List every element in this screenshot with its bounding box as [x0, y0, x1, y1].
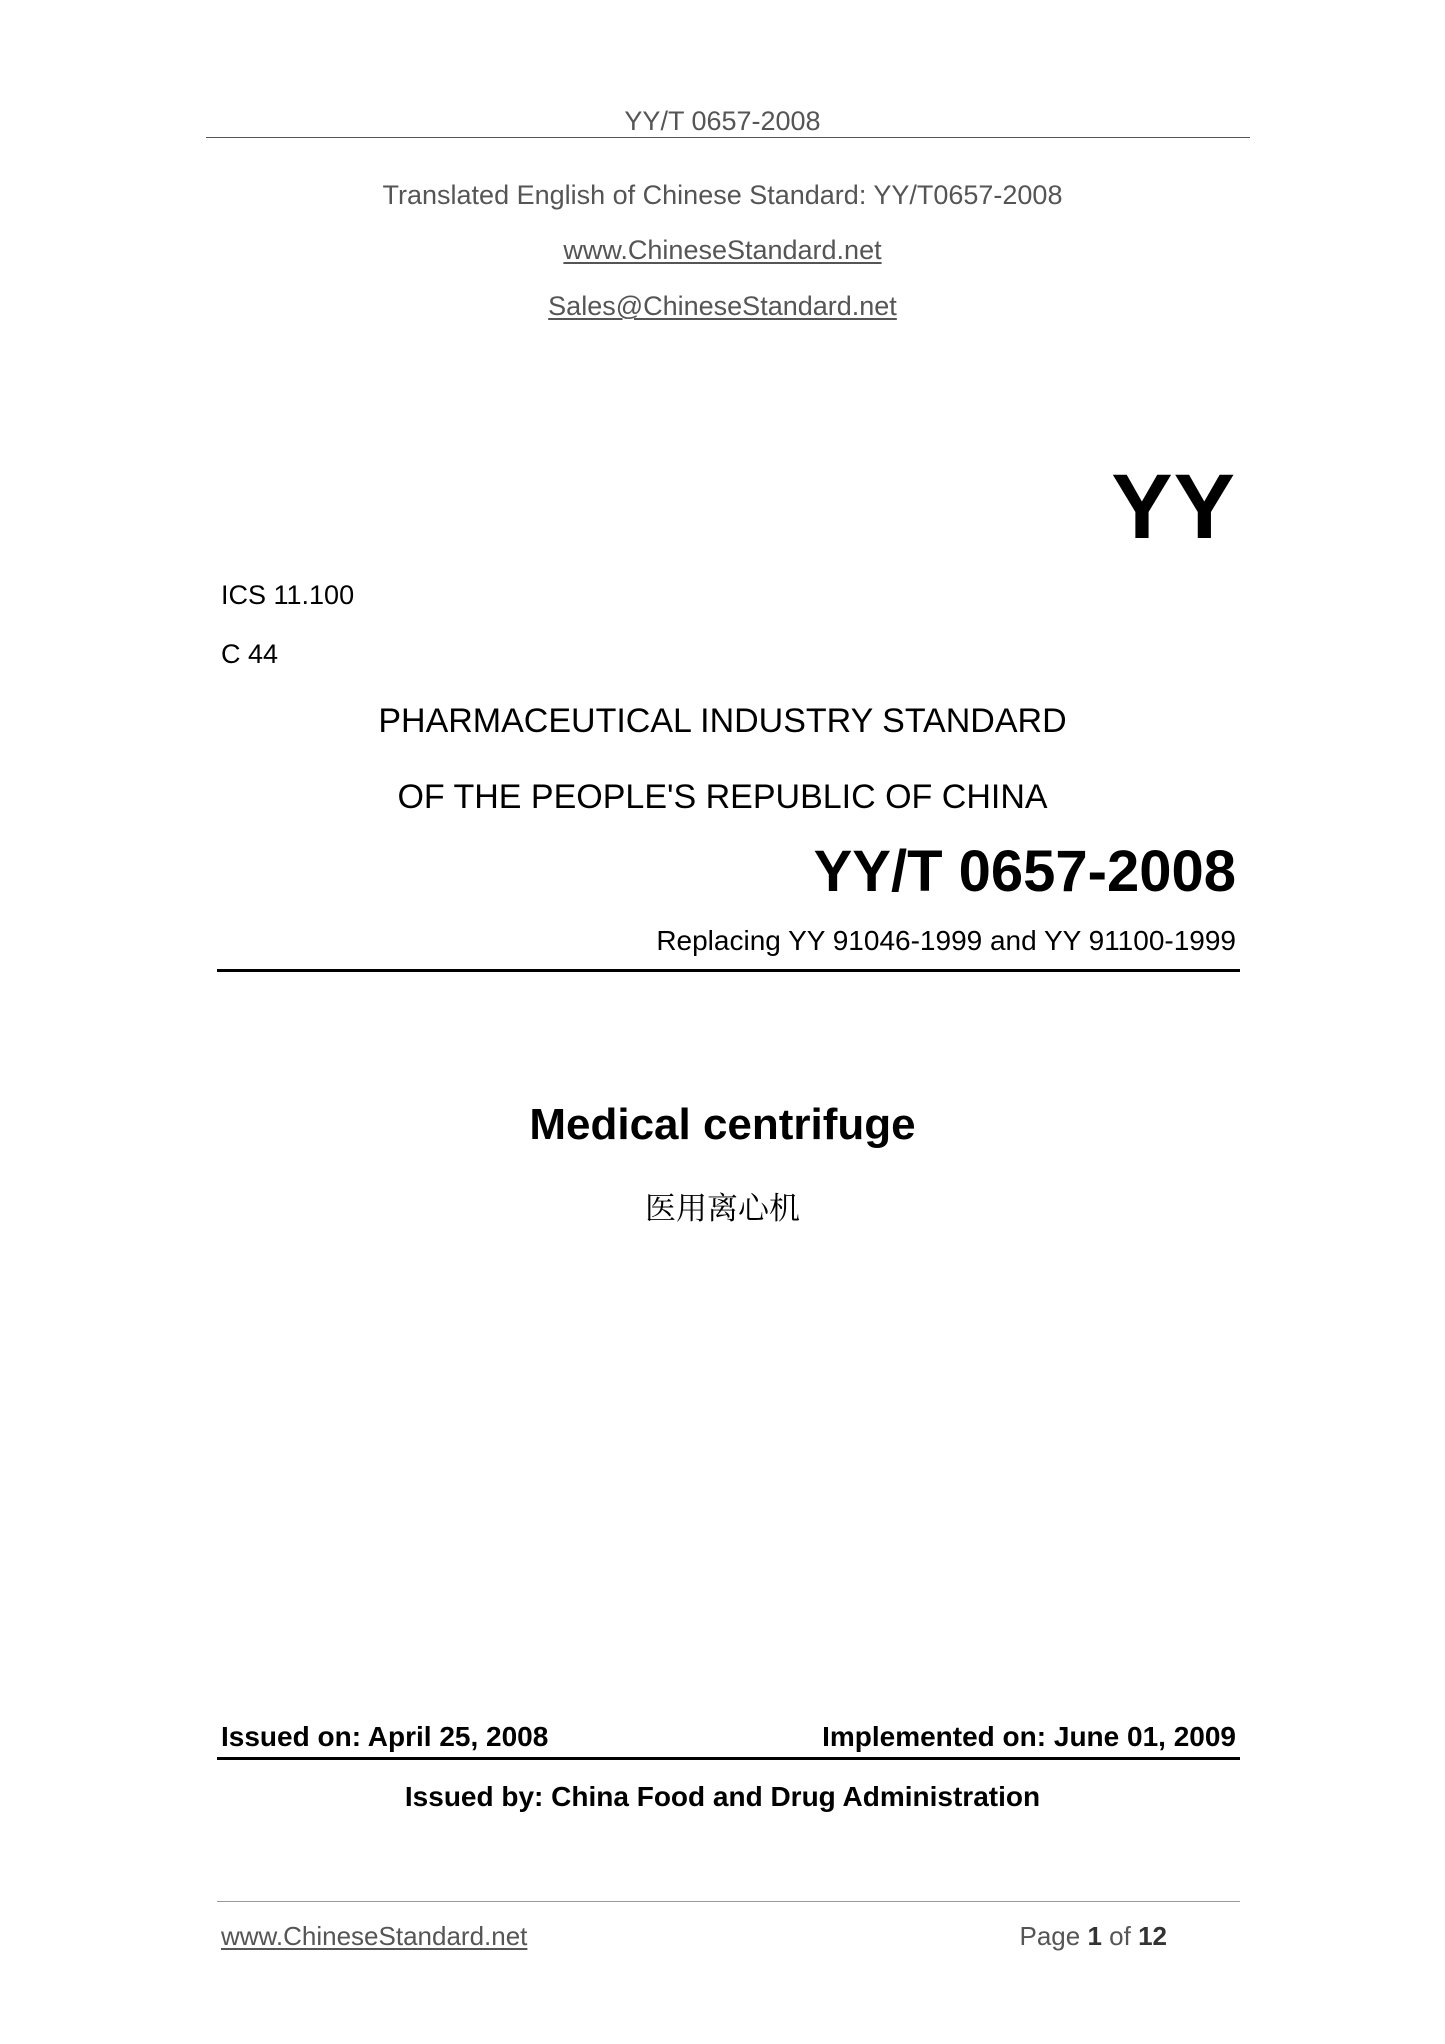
page-of: of — [1109, 1921, 1131, 1951]
header-divider — [206, 137, 1250, 138]
footer-website-link[interactable]: www.ChineseStandard.net — [221, 1921, 528, 1951]
ics-code: ICS 11.100 — [221, 580, 355, 610]
page-current: 1 — [1087, 1921, 1102, 1951]
website-link-text[interactable]: www.ChineseStandard.net — [563, 235, 882, 265]
footer-divider — [217, 1901, 1240, 1902]
standard-type-line-2: OF THE PEOPLE'S REPUBLIC OF CHINA — [397, 778, 1048, 816]
replacing-note: Replacing YY 91046-1999 and YY 91100-1999 — [656, 925, 1236, 956]
standard-code-logo: YY — [1111, 456, 1236, 558]
document-title-en: Medical centrifuge — [529, 1100, 916, 1149]
standard-number: YY/T 0657-2008 — [813, 839, 1236, 904]
standard-type-line-1: PHARMACEUTICAL INDUSTRY STANDARD — [378, 702, 1067, 740]
implemented-on-date: Implemented on: June 01, 2009 — [822, 1721, 1236, 1752]
dates-divider — [217, 1757, 1240, 1760]
translated-notice: Translated English of Chinese Standard: YY/T0657-2008 — [382, 180, 1063, 210]
page-prefix: Page — [1019, 1921, 1081, 1951]
classification-code: C 44 — [221, 639, 279, 669]
email-link-text[interactable]: Sales@ChineseStandard.net — [548, 291, 897, 321]
page-total: 12 — [1138, 1921, 1167, 1951]
email-link[interactable] — [0, 291, 1445, 322]
issuing-authority: Issued by: China Food and Drug Administration — [404, 1781, 1041, 1812]
document-title-cn: 医用离心机 — [645, 1191, 800, 1226]
issued-on-date: Issued on: April 25, 2008 — [221, 1721, 549, 1752]
website-link[interactable] — [0, 235, 1445, 266]
title-divider — [217, 969, 1240, 972]
running-header-title: YY/T 0657-2008 — [624, 106, 821, 136]
page-indicator — [1019, 1921, 1167, 1952]
